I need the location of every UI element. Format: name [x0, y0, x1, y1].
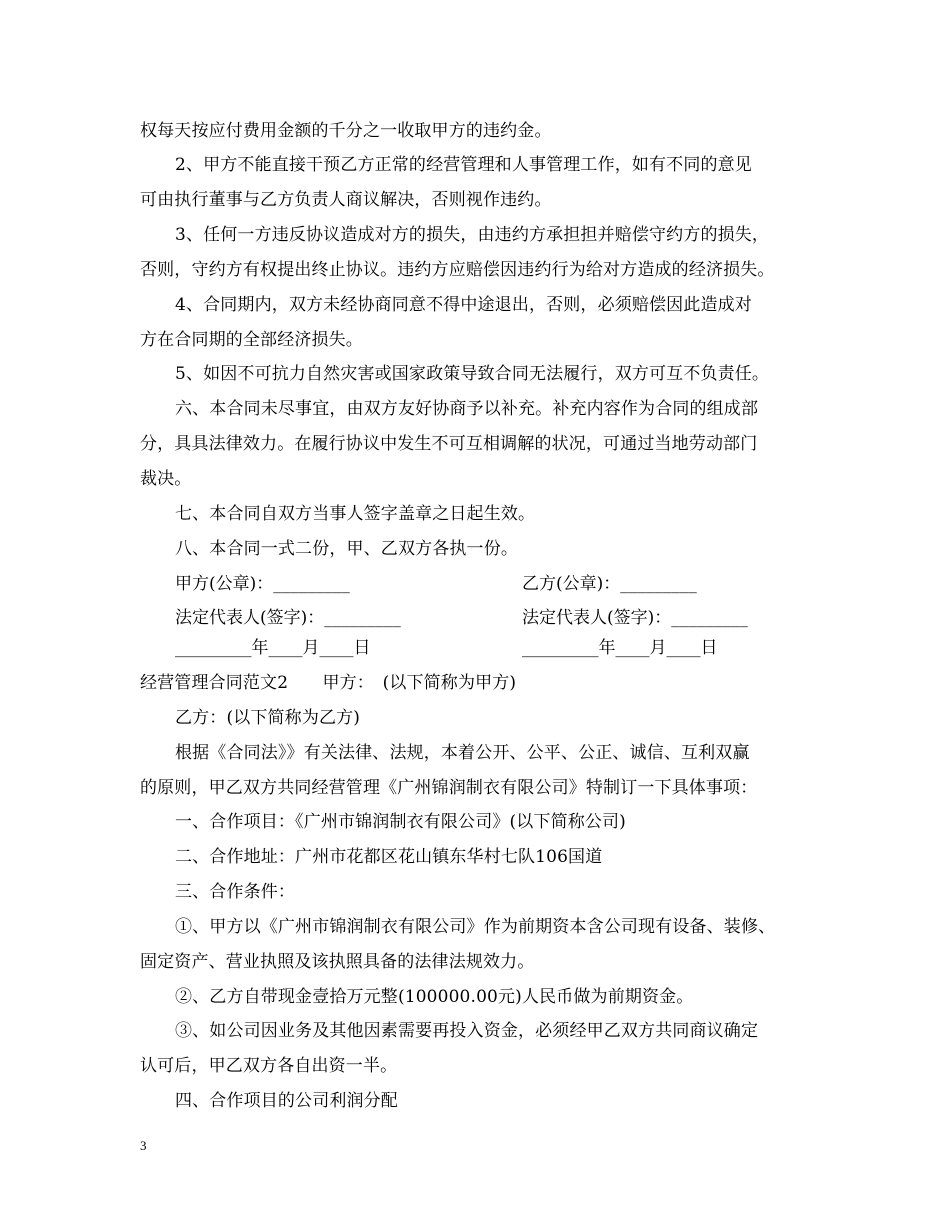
paragraph-line: 裁决。 — [140, 469, 192, 489]
paragraph-line: 权每天按应付费用金额的千分之一收取甲方的违约金。 — [140, 121, 552, 141]
section-heading: 经营管理合同范文2 甲方： (以下简称为甲方) — [140, 673, 517, 693]
party-a-seal-field: 甲方(公章)：_________ — [175, 574, 350, 594]
paragraph-line: 固定资产、营业执照及该执照具备的法律法规效力。 — [140, 952, 535, 972]
paragraph-line: 八、本合同一式二份，甲、乙双方各执一份。 — [175, 539, 518, 559]
party-a-representative-field: 法定代表人(签字)：_________ — [175, 608, 401, 628]
page-number: 3 — [140, 1138, 147, 1153]
paragraph-line: 三、合作条件： — [175, 882, 296, 902]
paragraph-line: 可由执行董事与乙方负责人商议解决，否则视作违约。 — [140, 190, 552, 210]
paragraph-line: 分，具具法律效力。在履行协议中发生不可互相调解的状况，可通过当地劳动部门 — [140, 434, 758, 454]
party-b-seal-field: 乙方(公章)：_________ — [522, 574, 697, 594]
party-a-date-field: _________年____月____日 — [175, 638, 371, 658]
paragraph-line: 的原则，甲乙双方共同经营管理《广州锦润制衣有限公司》特制订一下具体事项： — [140, 778, 758, 798]
paragraph-line: 一、合作项目：《广州市锦润制衣有限公司》(以下简称公司) — [175, 812, 626, 832]
party-b-representative-field: 法定代表人(签字)：_________ — [522, 608, 748, 628]
paragraph-line: 否则，守约方有权提出终止协议。违约方应赔偿因违约行为给对方造成的经济损失。 — [140, 260, 775, 280]
paragraph-line: 2、甲方不能直接干预乙方正常的经营管理和人事管理工作，如有不同的意见 — [175, 155, 752, 175]
paragraph-line: 四、合作项目的公司利润分配 — [175, 1091, 398, 1111]
paragraph-line: 六、本合同未尽事宜，由双方友好协商予以补充。补充内容作为合同的组成部 — [175, 399, 759, 419]
paragraph-line: ①、甲方以《广州市锦润制衣有限公司》作为前期资本含公司现有设备、装修、 — [175, 917, 776, 937]
paragraph-line: 3、任何一方违反协议造成对方的损失，由违约方承担担并赔偿守约方的损失， — [175, 225, 770, 245]
paragraph-line: 4、合同期内，双方未经协商同意不得中途退出，否则，必须赔偿因此造成对 — [175, 295, 752, 315]
paragraph-line: 根据《合同法》》有关法律、法规，本着公开、公平、公正、诚信、互利双赢 — [175, 743, 750, 763]
paragraph-line: 认可后，甲乙双方各自出资一半。 — [140, 1056, 398, 1076]
paragraph-line: ②、乙方自带现金壹拾万元整(100000.00元)人民币做为前期资金。 — [175, 987, 694, 1007]
paragraph-line: 乙方：(以下简称为乙方) — [175, 708, 361, 728]
paragraph-line: 七、本合同自双方当事人签字盖章之日起生效。 — [175, 504, 536, 524]
paragraph-line: 5、如因不可抗力自然灾害或国家政策导致合同无法履行，双方可互不负责任。 — [175, 364, 770, 384]
paragraph-line: 方在合同期的全部经济损失。 — [140, 330, 363, 350]
paragraph-line: 二、合作地址：广州市花都区花山镇东华村七队106国道 — [175, 847, 603, 867]
paragraph-line: ③、如公司因业务及其他因素需要再投入资金，必须经甲乙双方共同商议确定 — [175, 1021, 759, 1041]
party-b-date-field: _________年____月____日 — [522, 638, 718, 658]
